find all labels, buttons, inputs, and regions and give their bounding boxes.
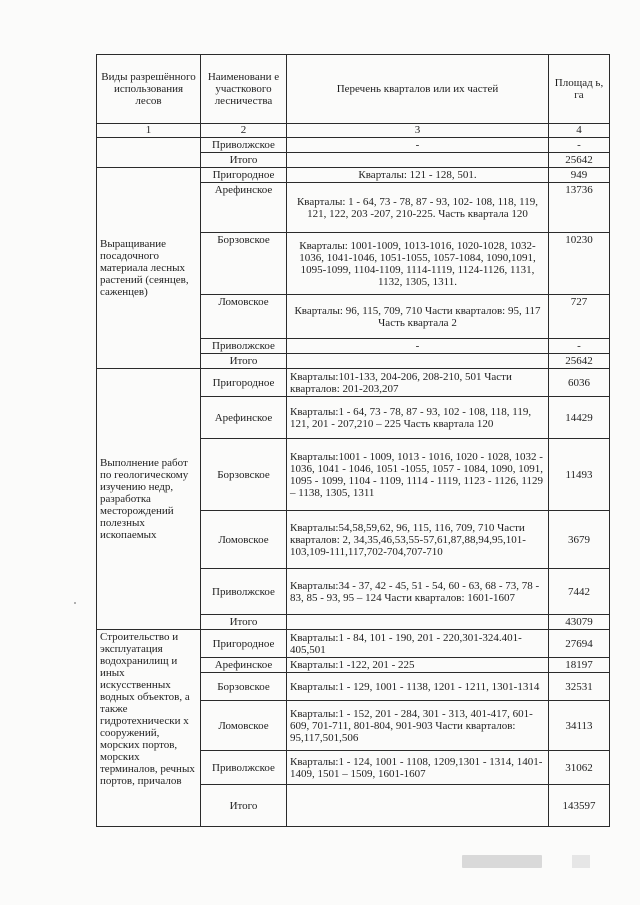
quarters-cell: Кварталы:1 - 64, 73 - 78, 87 - 93, 102 - 108, 118, 119, 121, 201 - 207,210 – 225 Часть квартала 120 <box>287 397 549 439</box>
area-cell: 25642 <box>549 354 610 369</box>
use-type-cell: Строительство и эксплуатация водохранилищ и иных искусственных водных объектов, а также гидротехнически х сооружений, морских портов, морских терминалов, речных портов, причалов <box>97 630 201 827</box>
header-use-type: Виды разрешённого использования лесов <box>97 55 201 124</box>
column-number: 4 <box>549 124 610 138</box>
table-row <box>97 138 610 153</box>
quarters-cell: Кварталы:1 - 129, 1001 - 1138, 1201 - 1211, 1301-1314 <box>287 673 549 701</box>
forestry-cell: Борзовское <box>201 233 287 295</box>
forestry-cell: Борзовское <box>201 673 287 701</box>
forestry-cell: Итого <box>201 153 287 168</box>
area-cell: 43079 <box>549 615 610 630</box>
table-row <box>97 369 610 397</box>
quarters-cell: Кварталы: 1001-1009, 1013-1016, 1020-1028, 1032-1036, 1041-1046, 1051-1055, 1057-1084, 1090,1091, 1095-1099, 1104-1109, 1114-1119, 1124-1126, 1131, 1132, 1305, 1311. <box>287 233 549 295</box>
area-cell: 143597 <box>549 785 610 827</box>
area-cell: 31062 <box>549 751 610 785</box>
column-number: 2 <box>201 124 287 138</box>
forestry-cell: Приволжское <box>201 339 287 354</box>
area-cell: 6036 <box>549 369 610 397</box>
column-number-row <box>97 124 610 138</box>
forestry-cell: Приволжское <box>201 569 287 615</box>
quarters-cell <box>287 785 549 827</box>
stamp-mark <box>462 855 542 868</box>
forestry-cell: Итого <box>201 354 287 369</box>
forestry-cell: Пригородное <box>201 369 287 397</box>
area-cell: 7442 <box>549 569 610 615</box>
quarters-cell: Кварталы:1001 - 1009, 1013 - 1016, 1020 - 1028, 1032 - 1036, 1041 - 1046, 1051 -1055, 1057 - 1084, 1090, 1091, 1095 - 1099, 1104 - 1109, 1114 - 1119, 1123 - 1126, 1129 – 1138, 1305, 1311 <box>287 439 549 511</box>
forestry-cell: Арефинское <box>201 658 287 673</box>
quarters-cell: Кварталы:101-133, 204-206, 208-210, 501 Части кварталов: 201-203,207 <box>287 369 549 397</box>
area-cell: 18197 <box>549 658 610 673</box>
quarters-cell: Кварталы:1 -122, 201 - 225 <box>287 658 549 673</box>
forestry-cell: Ломовское <box>201 511 287 569</box>
area-cell: 727 <box>549 295 610 339</box>
quarters-cell: Кварталы: 121 - 128, 501. <box>287 168 549 183</box>
quarters-cell <box>287 615 549 630</box>
header-quarters: Перечень кварталов или их частей <box>287 55 549 124</box>
quarters-cell: Кварталы:1 - 124, 1001 - 1108, 1209,1301 - 1314, 1401-1409, 1501 – 1509, 1601-1607 <box>287 751 549 785</box>
area-cell: - <box>549 138 610 153</box>
quarters-cell: - <box>287 138 549 153</box>
forestry-cell: Арефинское <box>201 183 287 233</box>
quarters-cell: Кварталы: 1 - 64, 73 - 78, 87 - 93, 102- 108, 118, 119, 121, 122, 203 -207, 210-225. Часть квартала 120 <box>287 183 549 233</box>
header-area: Площад ь, га <box>549 55 610 124</box>
quarters-cell: Кварталы:1 - 84, 101 - 190, 201 - 220,301-324.401-405,501 <box>287 630 549 658</box>
quarters-cell: Кварталы:34 - 37, 42 - 45, 51 - 54, 60 - 63, 68 - 73, 78 - 83, 85 - 93, 95 – 124 Части кварталов: 1601-1607 <box>287 569 549 615</box>
quarters-cell: - <box>287 339 549 354</box>
use-type-cell: Выполнение работ по геологическому изучению недр, разработка месторождений полезных ископаемых <box>97 369 201 630</box>
area-cell: 34113 <box>549 701 610 751</box>
stamp-mark-small <box>572 855 590 868</box>
area-cell: 3679 <box>549 511 610 569</box>
area-cell: 11493 <box>549 439 610 511</box>
scan-speck <box>74 602 76 604</box>
forestry-cell: Арефинское <box>201 397 287 439</box>
forestry-cell: Пригородное <box>201 630 287 658</box>
area-cell: 14429 <box>549 397 610 439</box>
quarters-cell <box>287 354 549 369</box>
forestry-cell: Приволжское <box>201 138 287 153</box>
quarters-cell <box>287 153 549 168</box>
forestry-cell: Пригородное <box>201 168 287 183</box>
forestry-cell: Борзовское <box>201 439 287 511</box>
column-number: 3 <box>287 124 549 138</box>
forestry-cell: Итого <box>201 785 287 827</box>
forestry-cell: Итого <box>201 615 287 630</box>
area-cell: 10230 <box>549 233 610 295</box>
header-forestry: Наименовани е участкового лесничества <box>201 55 287 124</box>
forestry-cell: Ломовское <box>201 701 287 751</box>
area-cell: 32531 <box>549 673 610 701</box>
area-cell: 25642 <box>549 153 610 168</box>
quarters-cell: Кварталы:1 - 152, 201 - 284, 301 - 313, 401-417, 601-609, 701-711, 801-804, 901-903 Части кварталов: 95,117,501,506 <box>287 701 549 751</box>
table-row <box>97 630 610 658</box>
use-type-cell: Выращивание посадочного материала лесных растений (сеянцев, саженцев) <box>97 168 201 369</box>
area-cell: 949 <box>549 168 610 183</box>
forestry-cell: Ломовское <box>201 295 287 339</box>
area-cell: 27694 <box>549 630 610 658</box>
header-row <box>97 55 610 124</box>
quarters-cell: Кварталы:54,58,59,62, 96, 115, 116, 709, 710 Части кварталов: 2, 34,35,46,53,55-57,61,87,88,94,95,101-103,109-111,117,702-704,707-710 <box>287 511 549 569</box>
forestry-cell: Приволжское <box>201 751 287 785</box>
table-row <box>97 168 610 183</box>
use-type-cell <box>97 138 201 168</box>
quarters-cell: Кварталы: 96, 115, 709, 710 Части кварталов: 95, 117 Часть квартала 2 <box>287 295 549 339</box>
forest-use-table <box>96 54 610 827</box>
column-number: 1 <box>97 124 201 138</box>
area-cell: - <box>549 339 610 354</box>
area-cell: 13736 <box>549 183 610 233</box>
